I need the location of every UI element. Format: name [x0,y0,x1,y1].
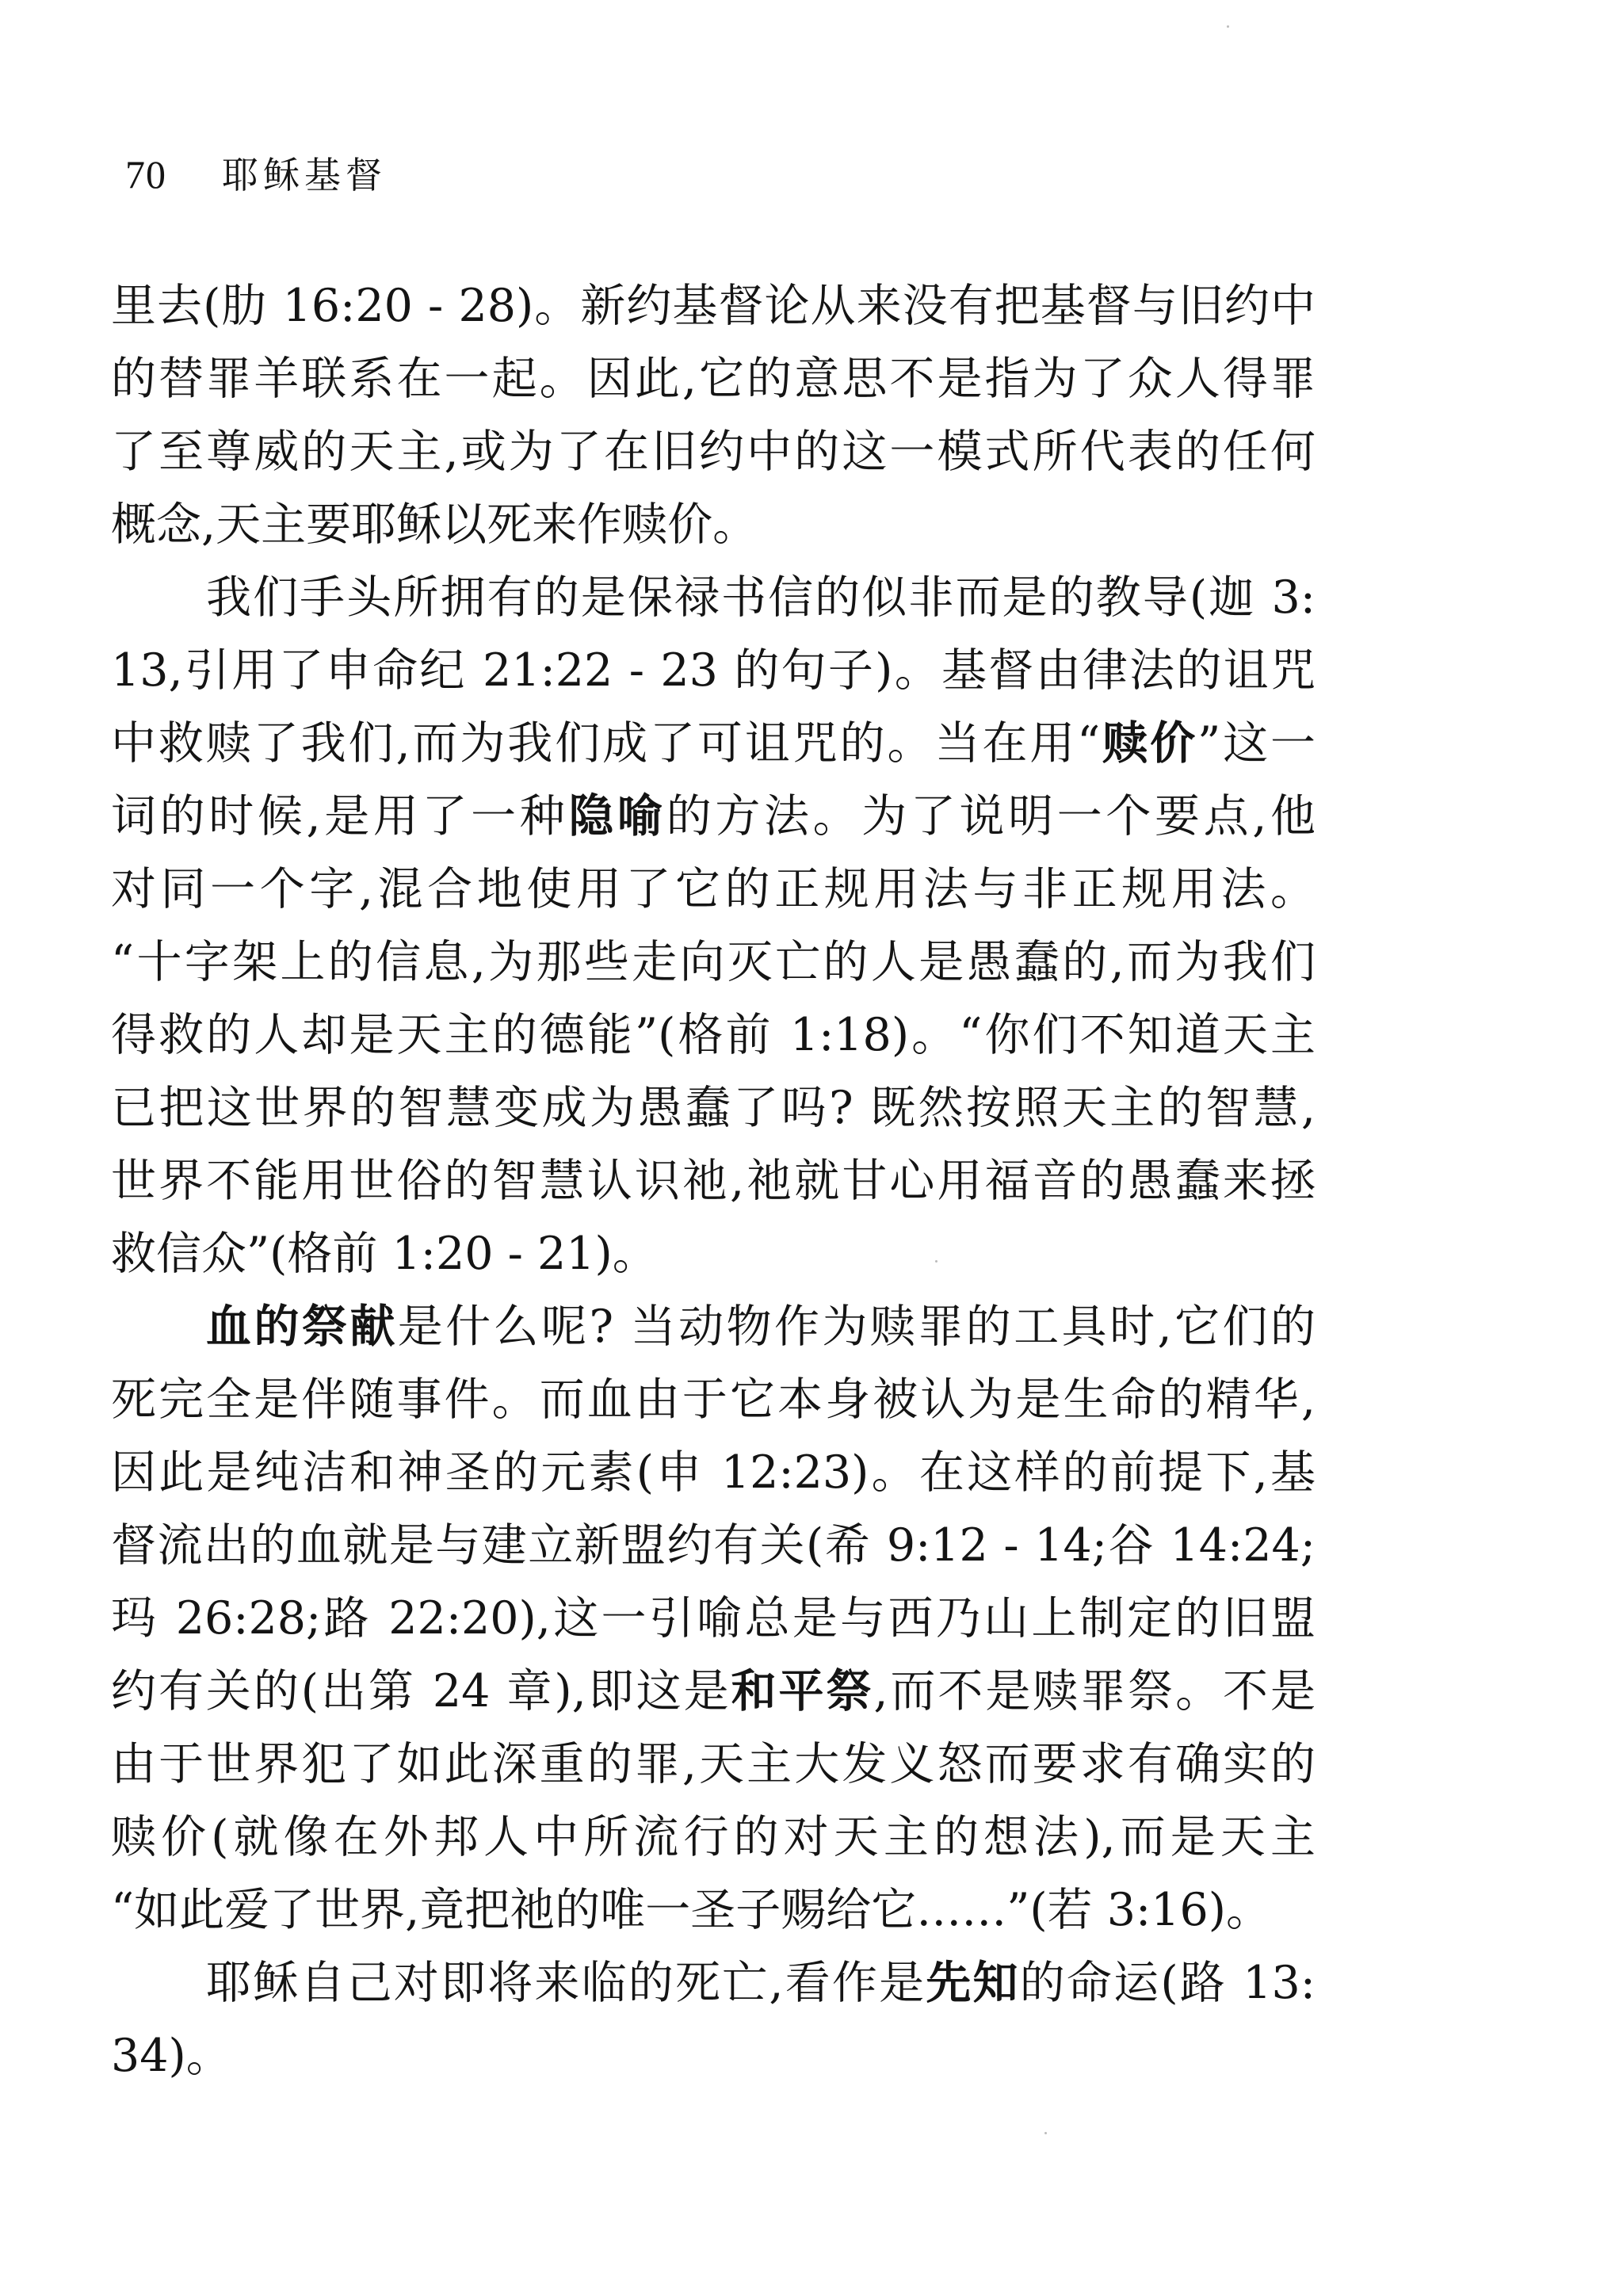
paragraph [111,561,1316,1290]
running-header [125,147,387,210]
text-line: “十字架上的信息,为那些走向灭亡的人是愚蠢的,而为我们 [111,936,1316,988]
bold-term: 隐喻 [568,789,666,842]
text-line: 我们手头所拥有的是保禄书信的似非而是的教导(迦 3: [206,571,1316,624]
bold-term: 先知 [926,1956,1020,2009]
text-line: 得救的人却是天主的德能”(格前 1:18)。“你们不知道天主 [111,1009,1316,1061]
text-line: 对同一个字,混合地使用了它的正规用法与非正规用法。 [111,863,1316,915]
paragraph [111,269,1316,561]
text-line: 已把这世界的智慧变成为愚蠢了吗? 既然按照天主的智慧, [111,1082,1316,1134]
text-line: 34)。 [111,2030,231,2082]
scan-speck [1044,2132,1047,2134]
text-line: 玛 26:28;路 22:20),这一引喻总是与西乃山上制定的旧盟 [111,1592,1316,1645]
text-run: 耶稣自己对即将来临的死亡,看作是 [206,1957,926,2009]
text-line: 督流出的血就是与建立新盟约有关(希 9:12 - 14;谷 14:24; [111,1519,1316,1572]
text-line [111,780,1316,853]
text-run: 是什么呢? 当动物作为赎罪的工具时,它们的 [397,1301,1316,1353]
scan-speck [1227,25,1229,28]
bold-term: 赎价 [1100,716,1198,770]
text-line: 死完全是伴随事件。而血由于它本身被认为是生命的精华, [111,1373,1316,1426]
text-line: 的替罪羊联系在一起。因此,它的意思不是指为了众人得罪 [111,353,1316,405]
text-run: ”这一 [1197,717,1316,770]
page-number: 70 [125,152,166,197]
text-line [111,707,1316,780]
bold-term: 血的祭献 [206,1300,398,1353]
text-run: 的方法。为了说明一个要点,他 [666,790,1316,842]
text-line: 世界不能用世俗的智慧认识祂,祂就甘心用福音的愚蠢来拯 [111,1155,1316,1207]
body-text [111,269,1316,2092]
paragraph [111,1946,1316,2092]
text-line: 救信众”(格前 1:20 - 21)。 [111,1228,658,1280]
text-run: 词的时候,是用了一种 [111,790,569,842]
running-title: 耶稣基督 [222,154,387,197]
text-line: 13,引用了申命纪 21:22 - 23 的句子)。基督由律法的诅咒 [111,644,1316,697]
text-run: 中救赎了我们,而为我们成了可诅咒的。当在用“ [111,717,1101,770]
text-run: ,而不是赎罪祭。不是 [873,1665,1316,1717]
paragraph [111,1290,1316,1946]
bold-term: 和平祭 [731,1664,874,1717]
text-line: 由于世界犯了如此深重的罪,天主大发义怒而要求有确实的 [111,1738,1316,1790]
text-line: 了至尊威的天主,或为了在旧约中的这一模式所代表的任何 [111,426,1316,478]
text-line [111,1290,1316,1363]
text-line: 赎价(就像在外邦人中所流行的对天主的想法),而是天主 [111,1811,1316,1863]
text-run: 约有关的(出第 24 章),即这是 [111,1665,731,1717]
text-line: 里去(肋 16:20 - 28)。新约基督论从来没有把基督与旧约中 [111,280,1316,332]
text-line: 概念,天主要耶稣以死来作赎价。 [111,499,758,551]
text-line [111,1655,1316,1728]
text-line: “如此爱了世界,竟把祂的唯一圣子赐给它……”(若 3:16)。 [111,1884,1271,1936]
text-run: 的命运(路 13: [1019,1957,1316,2009]
text-line: 因此是纯洁和神圣的元素(申 12:23)。在这样的前提下,基 [111,1446,1316,1499]
text-line [111,1946,1316,2019]
